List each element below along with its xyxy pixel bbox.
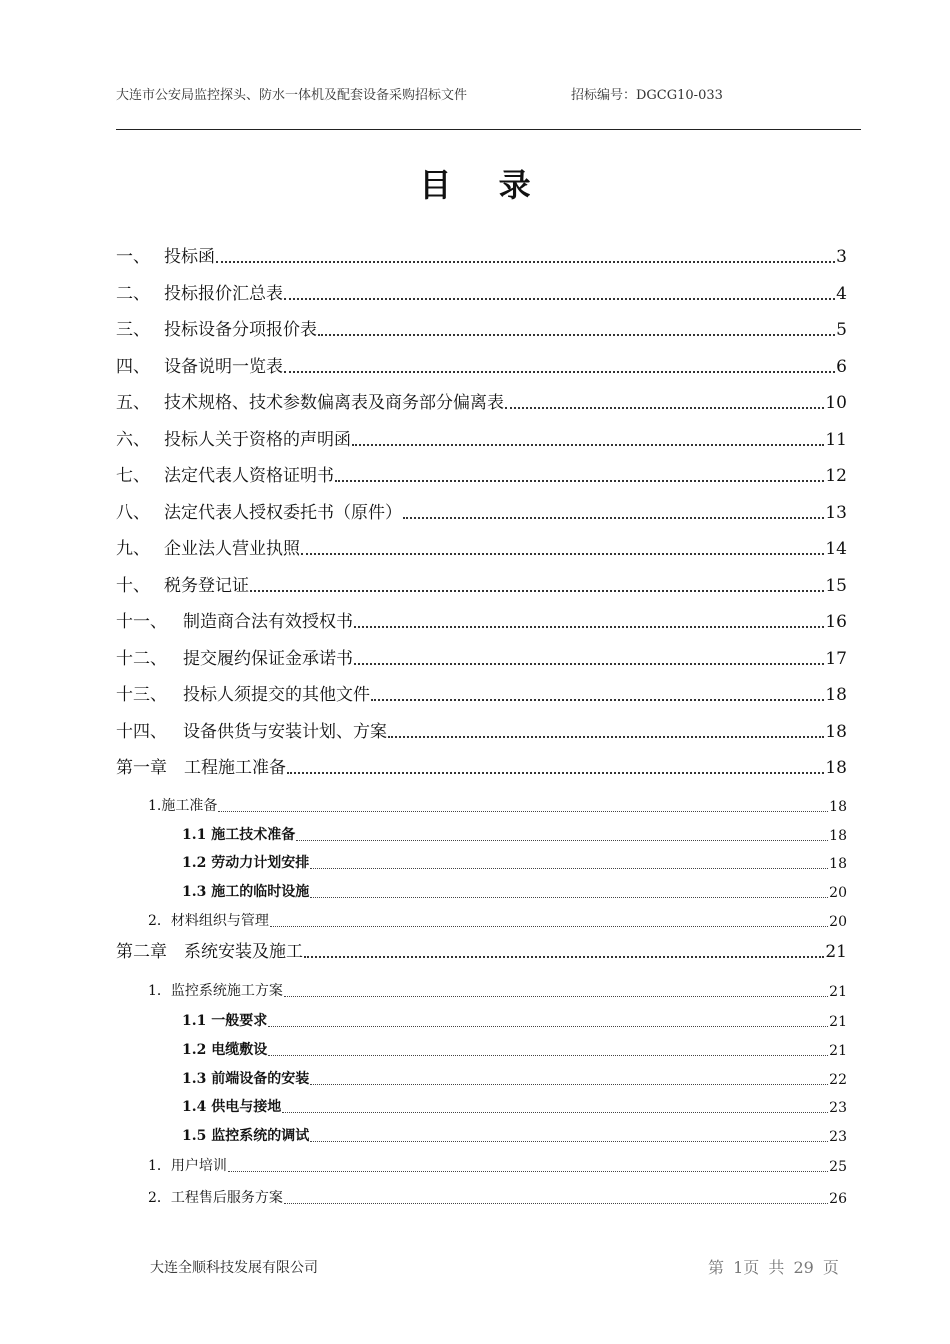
toc-entry-number: 十四、 [116, 722, 167, 742]
toc-entry-number: 六、 [116, 430, 150, 450]
toc-entry-number: 一、 [116, 247, 150, 267]
toc-entry-page: 3 [836, 247, 847, 267]
toc-entry-title: 投标函 [164, 247, 215, 267]
toc-entry-page: 23 [829, 1129, 847, 1145]
dot-leader [505, 407, 824, 409]
toc-entry[interactable] [116, 280, 847, 304]
dot-leader [284, 371, 835, 373]
toc-entry-number: 第一章 [116, 758, 167, 778]
toc-subsubentry[interactable] [182, 1010, 847, 1030]
toc-entry[interactable] [116, 645, 847, 669]
dot-leader [335, 480, 824, 482]
toc-entry-number: 十二、 [116, 649, 167, 669]
toc-entry-title: 1.2 劳动力计划安排 [182, 855, 310, 871]
toc-subsubentry[interactable] [182, 1039, 847, 1059]
toc-entry-number: 七、 [116, 466, 150, 486]
dot-leader [287, 772, 824, 774]
dot-leader [354, 626, 824, 628]
toc-entry-title: 税务登记证 [164, 576, 249, 596]
toc-entry-title: 1.3 前端设备的安装 [182, 1071, 310, 1087]
toc-entry-title: 法定代表人资格证明书 [164, 466, 334, 486]
toc-subentry[interactable] [148, 980, 847, 1000]
dot-leader [318, 334, 835, 336]
toc-entry-page: 23 [829, 1100, 847, 1116]
toc-subsubentry[interactable] [182, 1096, 847, 1116]
toc-entry-page: 5 [836, 320, 847, 340]
toc-subsubentry[interactable] [182, 1125, 847, 1145]
toc-entry-title: 投标人关于资格的声明函 [164, 430, 351, 450]
toc-entry-title: 1.1 施工技术准备 [182, 827, 296, 843]
toc-entry-number: 十三、 [116, 685, 167, 705]
toc-entry-title: 投标人须提交的其他文件 [183, 685, 370, 705]
toc-entry-title: 设备说明一览表 [164, 357, 283, 377]
dot-leader [216, 261, 835, 263]
toc-subentry[interactable] [148, 910, 847, 930]
toc-entry-title: 提交履约保证金承诺书 [183, 649, 353, 669]
toc-entry[interactable] [116, 389, 847, 413]
toc-entry-page: 21 [825, 942, 847, 962]
toc-entry-page: 13 [825, 503, 847, 523]
toc-subentry[interactable] [148, 795, 847, 815]
toc-entry-page: 22 [829, 1072, 847, 1088]
toc-entry-title: 法定代表人授权委托书（原件） [164, 503, 402, 523]
dot-leader [403, 517, 824, 519]
dot-leader [284, 1203, 828, 1204]
toc-entry-page: 18 [829, 828, 847, 844]
toc-entry-title: 1.4 供电与接地 [182, 1099, 282, 1115]
toc-entry-page: 4 [836, 284, 847, 304]
toc-subsubentry[interactable] [182, 881, 847, 901]
toc-entry-page: 18 [829, 799, 847, 815]
toc-entry-number: 第二章 [116, 942, 167, 962]
toc-entry[interactable] [116, 316, 847, 340]
dot-leader [310, 897, 828, 898]
toc-entry-page: 15 [825, 576, 847, 596]
toc-entry[interactable] [116, 499, 847, 523]
toc-entry[interactable] [116, 718, 847, 742]
toc-entry-number: 三、 [116, 320, 150, 340]
toc-entry-page: 12 [825, 466, 847, 486]
toc-entry-title: 工程施工准备 [184, 758, 286, 778]
dot-leader [270, 926, 828, 927]
toc-entry-page: 20 [829, 885, 847, 901]
toc-entry[interactable] [116, 572, 847, 596]
toc-subentry[interactable] [148, 1187, 847, 1207]
toc-entry-page: 21 [829, 1014, 847, 1030]
dot-leader [218, 811, 828, 812]
toc-subsubentry[interactable] [182, 824, 847, 844]
dot-leader [310, 868, 828, 869]
toc-entry-page: 17 [825, 649, 847, 669]
toc-entry-number: 五、 [116, 393, 150, 413]
toc-entry-page: 18 [825, 685, 847, 705]
toc-entry-page: 21 [829, 1043, 847, 1059]
dot-leader [268, 1026, 828, 1027]
footer-page-number: 第 1页 共 29 页 [708, 1258, 839, 1277]
toc-entry[interactable] [116, 243, 847, 267]
dot-leader [284, 298, 835, 300]
toc-entry[interactable] [116, 426, 847, 450]
toc-entry[interactable] [116, 608, 847, 632]
toc-entry-number: 八、 [116, 503, 150, 523]
toc-entry-page: 14 [825, 539, 847, 559]
dot-leader [250, 590, 824, 592]
toc-subsubentry[interactable] [182, 852, 847, 872]
toc-entry-title: 2．材料组织与管理 [148, 913, 269, 929]
header-document-title: 大连市公安局监控探头、防水一体机及配套设备采购招标文件 [116, 88, 468, 103]
toc-chapter-entry[interactable] [116, 938, 847, 962]
dot-leader [310, 1084, 828, 1085]
dot-leader [296, 840, 828, 841]
toc-entry-title: 1．监控系统施工方案 [148, 983, 283, 999]
toc-entry-title: 1.5 监控系统的调试 [182, 1128, 310, 1144]
toc-entry-title: 企业法人营业执照 [164, 539, 300, 559]
toc-entry-number: 九、 [116, 539, 150, 559]
toc-entry-page: 18 [825, 758, 847, 778]
toc-entry-title: 2．工程售后服务方案 [148, 1190, 283, 1206]
toc-entry-number: 二、 [116, 284, 150, 304]
toc-entry-number: 十、 [116, 576, 150, 596]
dot-leader [388, 736, 824, 738]
toc-entry-number: 四、 [116, 357, 150, 377]
toc-entry-title: 1．用户培训 [148, 1158, 227, 1174]
toc-entry-title: 系统安装及施工 [184, 942, 303, 962]
toc-entry-page: 10 [825, 393, 847, 413]
toc-entry[interactable] [116, 462, 847, 486]
toc-entry-title: 1.3 施工的临时设施 [182, 884, 310, 900]
toc-entry-page: 18 [829, 856, 847, 872]
toc-subentry[interactable] [148, 1155, 847, 1175]
toc-subsubentry[interactable] [182, 1068, 847, 1088]
dot-leader [304, 956, 824, 958]
dot-leader [354, 663, 824, 665]
toc-entry[interactable] [116, 535, 847, 559]
toc-entry-page: 25 [829, 1159, 847, 1175]
toc-entry-title: 设备供货与安装计划、方案 [183, 722, 387, 742]
toc-entry-page: 6 [836, 357, 847, 377]
footer-company: 大连全顺科技发展有限公司 [150, 1260, 318, 1276]
toc-entry-page: 20 [829, 914, 847, 930]
toc-entry-title: 投标报价汇总表 [164, 284, 283, 304]
toc-entry-title: 制造商合法有效授权书 [183, 612, 353, 632]
toc-entry-title: 1.1 一般要求 [182, 1013, 268, 1029]
toc-chapter-entry[interactable] [116, 754, 847, 778]
toc-entry-page: 21 [829, 984, 847, 1000]
toc-entry-number: 十一、 [116, 612, 167, 632]
toc-entry-page: 16 [825, 612, 847, 632]
dot-leader [284, 996, 828, 997]
toc-entry-title: 1.施工准备 [148, 798, 218, 814]
dot-leader [268, 1055, 828, 1056]
dot-leader [352, 444, 824, 446]
toc-title: 目 录 [419, 166, 549, 204]
header-tender-number: 招标编号：DGCG10-033 [571, 88, 723, 103]
toc-entry-page: 18 [825, 722, 847, 742]
toc-entry[interactable] [116, 681, 847, 705]
toc-entry-title: 1.2 电缆敷设 [182, 1042, 268, 1058]
dot-leader [282, 1112, 828, 1113]
toc-entry-page: 11 [825, 430, 847, 450]
dot-leader [301, 553, 824, 555]
dot-leader [371, 699, 824, 701]
toc-entry-title: 技术规格、技术参数偏离表及商务部分偏离表 [164, 393, 504, 413]
toc-entry[interactable] [116, 353, 847, 377]
dot-leader [228, 1171, 828, 1172]
dot-leader [310, 1141, 828, 1142]
toc-entry-title: 投标设备分项报价表 [164, 320, 317, 340]
toc-entry-page: 26 [829, 1191, 847, 1207]
